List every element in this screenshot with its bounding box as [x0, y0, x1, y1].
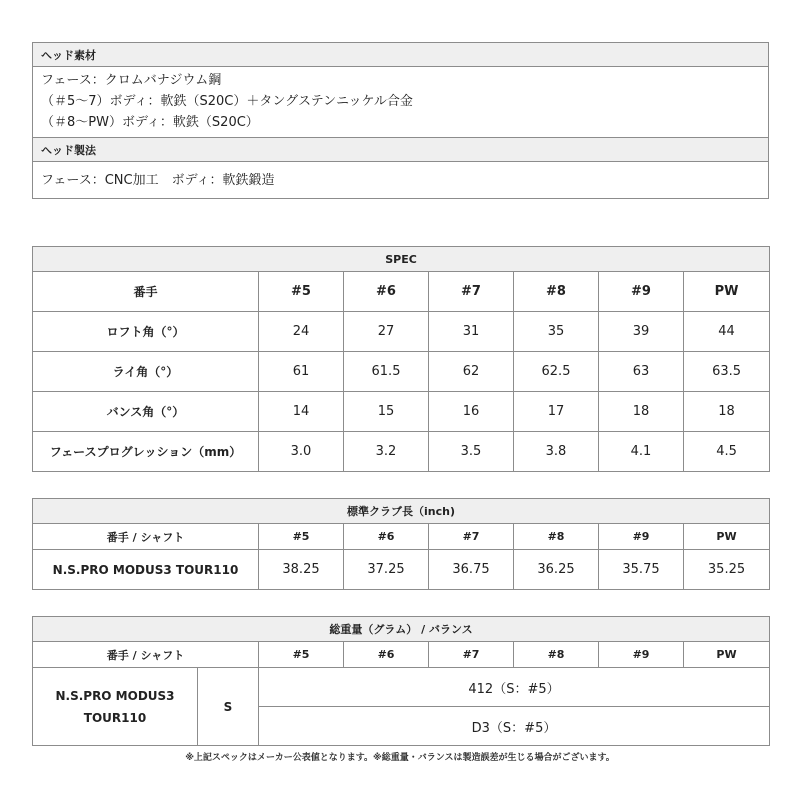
- length-col-header: PW: [684, 524, 770, 550]
- spec-col-header: #6: [344, 272, 429, 312]
- spec-row-label: バンス角（°）: [33, 392, 259, 432]
- spec-cell: 15: [344, 392, 429, 432]
- weight-col-header: #9: [599, 642, 684, 668]
- length-cell: 37.25: [344, 550, 429, 590]
- spec-cell: 3.5: [429, 432, 514, 472]
- head-material-label: ヘッド素材: [33, 43, 769, 67]
- spec-row-label: フェースプログレッション（mm）: [33, 432, 259, 472]
- length-col-header: #6: [344, 524, 429, 550]
- spec-row-label: ライ角（°）: [33, 352, 259, 392]
- spec-cell: 61.5: [344, 352, 429, 392]
- spec-col-header: #8: [514, 272, 599, 312]
- spec-cell: 35: [514, 312, 599, 352]
- total-weight-value: 412（S：#5）: [259, 668, 770, 707]
- spec-cell: 3.8: [514, 432, 599, 472]
- weight-flex: S: [198, 668, 259, 746]
- spec-cell: 3.2: [344, 432, 429, 472]
- spec-row-lie: [33, 352, 770, 392]
- spec-col-header: #9: [599, 272, 684, 312]
- weight-table: [32, 616, 770, 746]
- length-cell: 35.75: [599, 550, 684, 590]
- spec-cell: 18: [599, 392, 684, 432]
- length-col-header: #7: [429, 524, 514, 550]
- spec-cell: 17: [514, 392, 599, 432]
- spec-cell: 61: [259, 352, 344, 392]
- head-process-content: フェース：CNC加工 ボディ：軟鉄鍛造: [33, 162, 769, 199]
- spec-row-bounce: [33, 392, 770, 432]
- weight-col-header: #5: [259, 642, 344, 668]
- spec-table: [32, 246, 770, 472]
- spec-cell: 39: [599, 312, 684, 352]
- footnote: ※上記スペックはメーカー公表値となります。※総重量・バランスは製造誤差が生じる場合がございます。: [185, 753, 615, 763]
- spec-col-header: #7: [429, 272, 514, 312]
- spec-cell: 14: [259, 392, 344, 432]
- spec-col-header: #5: [259, 272, 344, 312]
- weight-col-header: #7: [429, 642, 514, 668]
- length-cell: 36.75: [429, 550, 514, 590]
- spec-row-label: ロフト角（°）: [33, 312, 259, 352]
- length-row-label: N.S.PRO MODUS3 TOUR110: [33, 550, 259, 590]
- spec-cell: 3.0: [259, 432, 344, 472]
- spec-cell: 27: [344, 312, 429, 352]
- length-col-header: #9: [599, 524, 684, 550]
- head-process-label: ヘッド製法: [33, 138, 769, 162]
- weight-header-label: 番手 / シャフト: [33, 642, 259, 668]
- spec-cell: 62: [429, 352, 514, 392]
- length-col-header: #5: [259, 524, 344, 550]
- spec-cell: 24: [259, 312, 344, 352]
- head-info-table: [32, 42, 769, 199]
- spec-cell: 44: [684, 312, 770, 352]
- material-line: （＃8～PW）ボディ：軟鉄（S20C）: [41, 115, 259, 130]
- spec-row-loft: [33, 312, 770, 352]
- material-line: フェース：クロムバナジウム鋼: [41, 73, 222, 88]
- balance-value: D3（S：#5）: [259, 707, 770, 746]
- spec-cell: 31: [429, 312, 514, 352]
- spec-cell: 18: [684, 392, 770, 432]
- spec-cell: 63: [599, 352, 684, 392]
- spec-cell: 62.5: [514, 352, 599, 392]
- length-cell: 38.25: [259, 550, 344, 590]
- shaft-name-line: N.S.PRO MODUS3: [55, 688, 175, 703]
- weight-col-header: #8: [514, 642, 599, 668]
- spec-cell: 4.1: [599, 432, 684, 472]
- material-line: （＃5～7）ボディ：軟鉄（S20C）＋タングステンニッケル合金: [41, 94, 413, 109]
- spec-cell: 4.5: [684, 432, 770, 472]
- weight-title: 総重量（グラム） / バランス: [33, 617, 770, 642]
- spec-cell: 16: [429, 392, 514, 432]
- weight-shaft-name: [33, 668, 198, 746]
- length-cell: 35.25: [684, 550, 770, 590]
- length-title: 標準クラブ長（inch): [33, 499, 770, 524]
- length-header-label: 番手 / シャフト: [33, 524, 259, 550]
- weight-col-header: #6: [344, 642, 429, 668]
- spec-col-header: PW: [684, 272, 770, 312]
- length-cell: 36.25: [514, 550, 599, 590]
- spec-header-label: 番手: [33, 272, 259, 312]
- length-row: [33, 550, 770, 590]
- length-table: [32, 498, 770, 590]
- spec-title: SPEC: [33, 247, 770, 272]
- weight-col-header: PW: [684, 642, 770, 668]
- head-material-content: [33, 67, 769, 138]
- spec-cell: 63.5: [684, 352, 770, 392]
- length-col-header: #8: [514, 524, 599, 550]
- spec-row-progression: [33, 432, 770, 472]
- shaft-name-line: TOUR110: [83, 710, 147, 725]
